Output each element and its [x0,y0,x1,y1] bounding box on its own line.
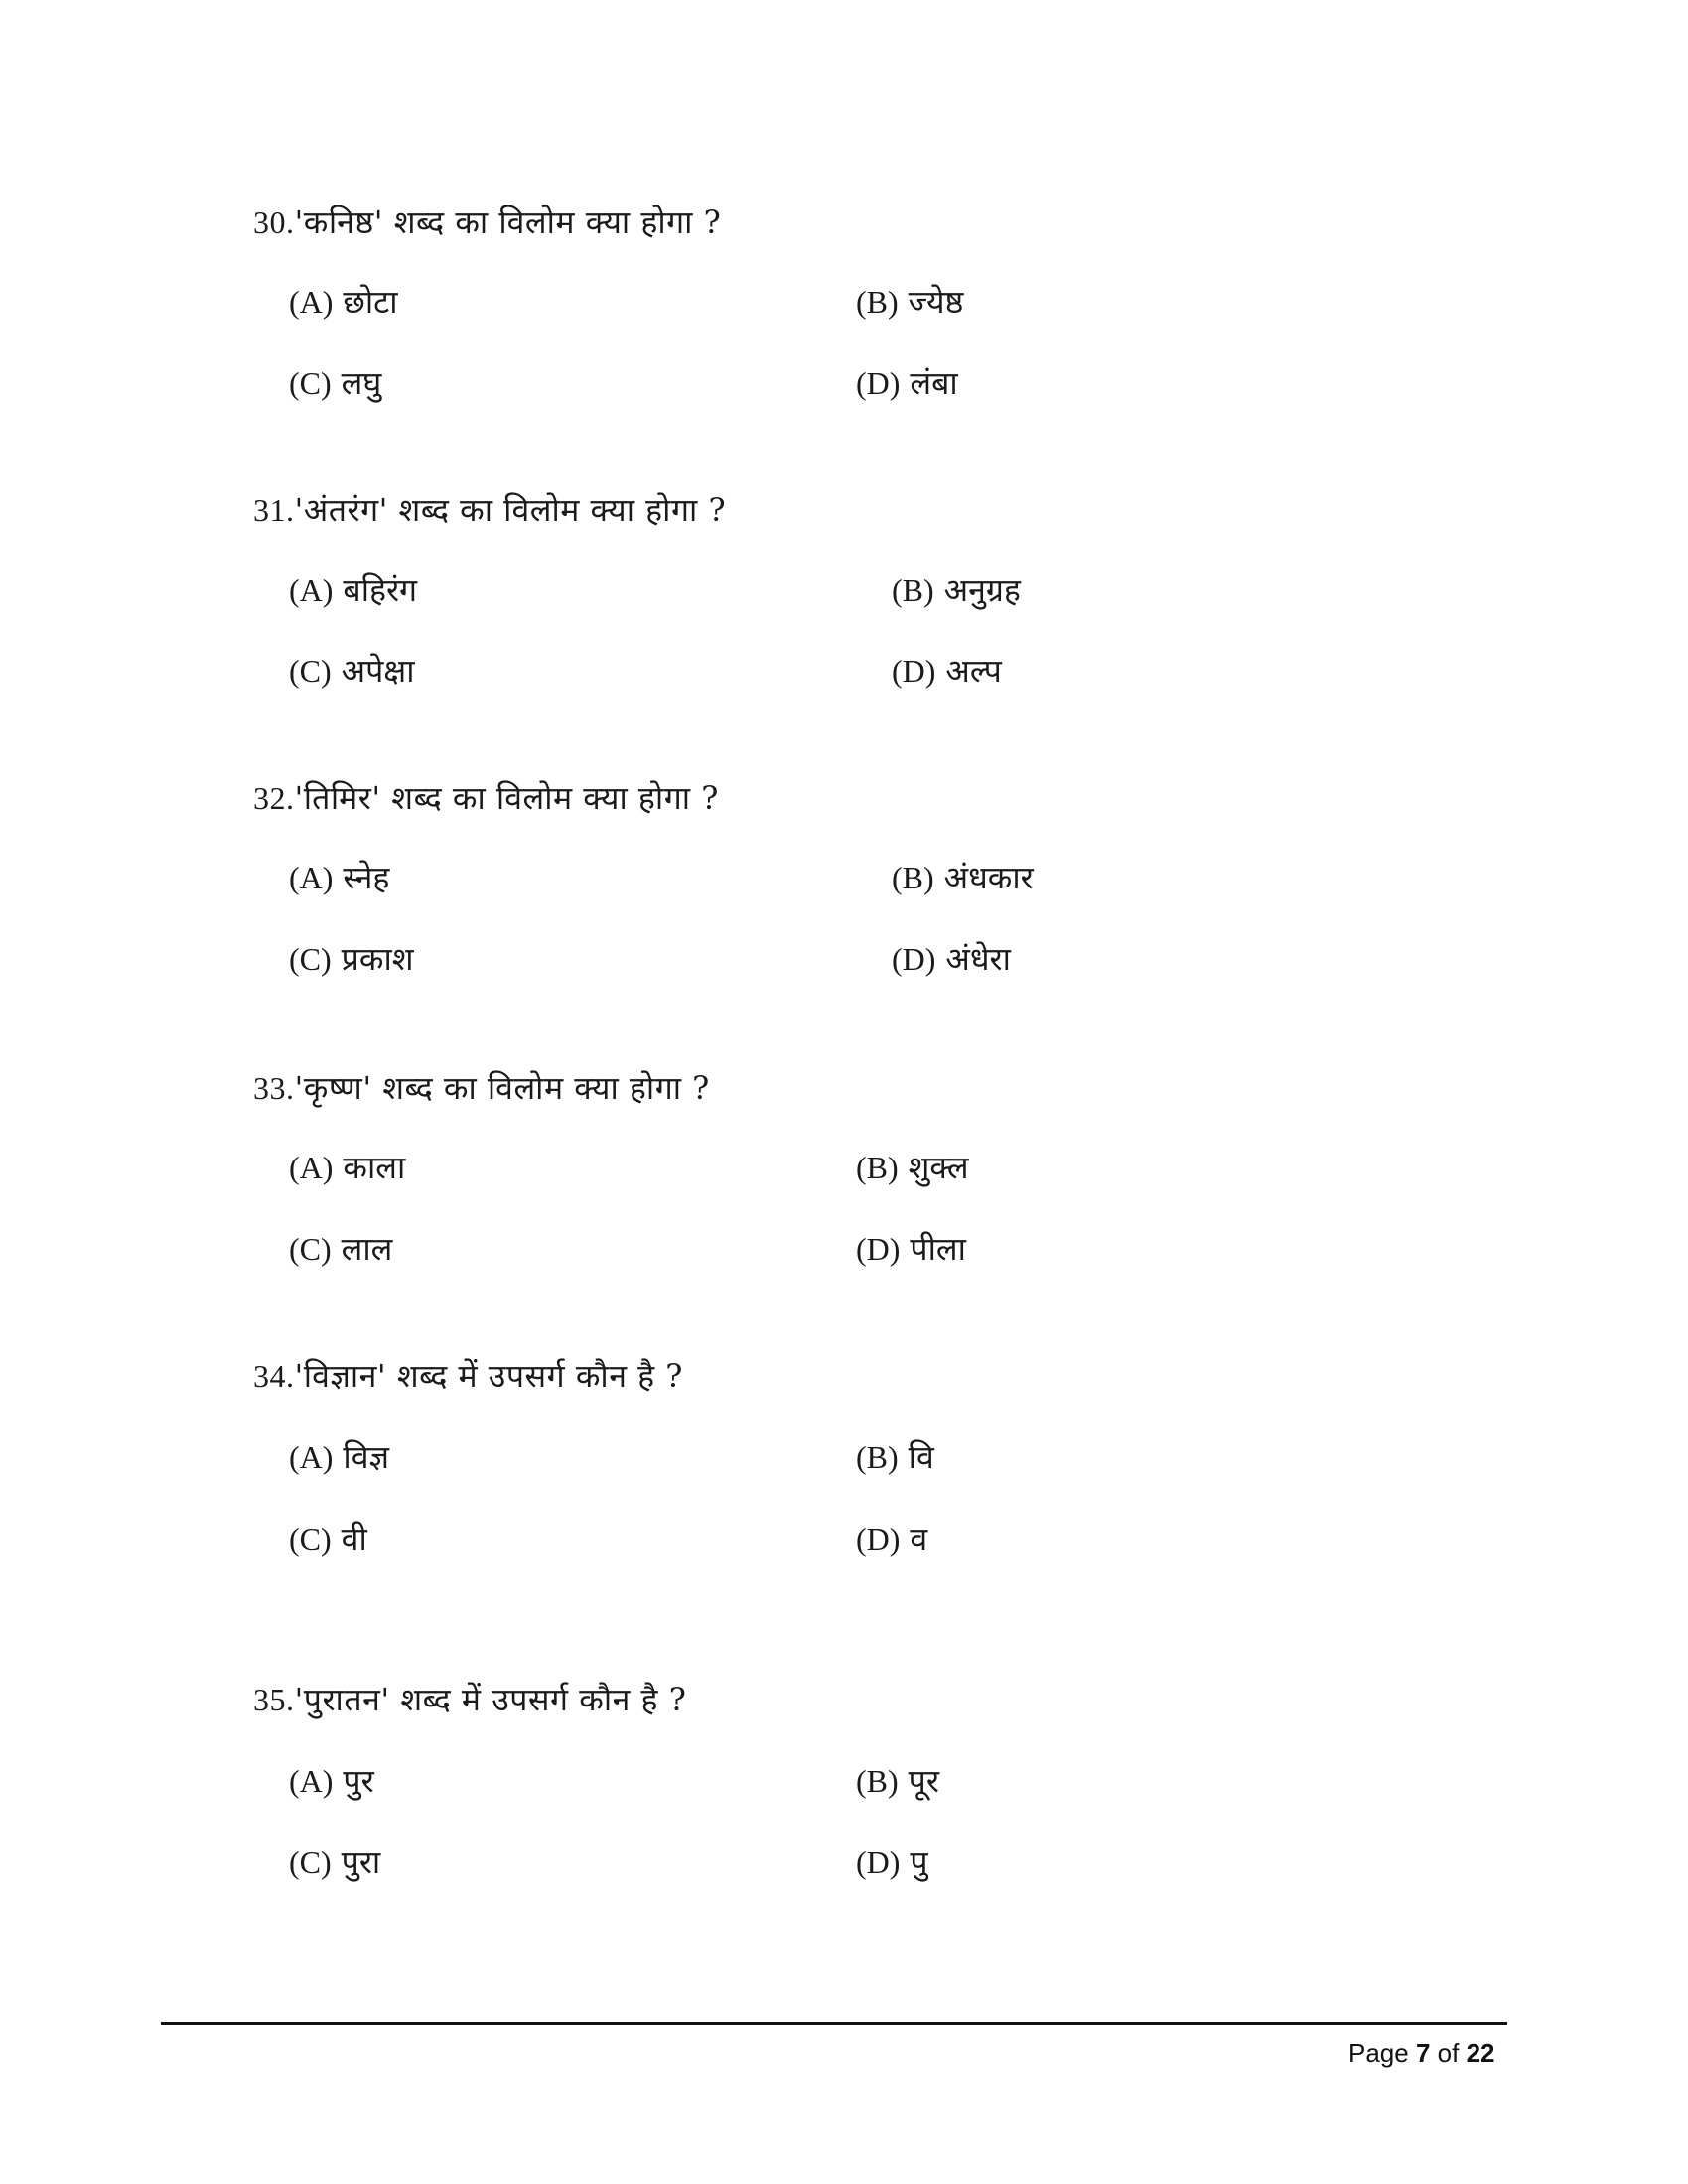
question-text [253,1356,1544,1396]
option-letter: (B) [856,284,899,320]
question-prompt: 'कृष्ण' शब्द का विलोम क्या होगा ? [294,1069,710,1107]
of-word: of [1437,2038,1460,2068]
option-text: काला [343,1149,406,1186]
option-letter: (C) [289,941,332,977]
option-text: लाल [341,1230,393,1268]
option-letter: (C) [289,365,332,401]
option-letter: (A) [289,1150,334,1185]
option-letter: (D) [856,1844,901,1880]
option-letter: (A) [289,1763,334,1799]
option-a [289,1148,405,1187]
question-34 [253,1356,1544,1558]
option-letter: (B) [892,572,934,608]
option-text: अनुग्रह [943,571,1021,609]
question-number: 35. [253,1682,295,1717]
option-text: छोटा [343,283,398,321]
option-text: पुर [343,1762,374,1800]
total-page-count: 22 [1466,2038,1495,2068]
option-letter: (A) [289,284,334,320]
option-text: ज्येष्ठ [908,283,964,321]
option-c [289,651,415,691]
option-b [892,858,1034,897]
option-letter: (B) [892,860,934,895]
option-text: लंबा [910,364,958,402]
option-letter: (D) [892,653,936,689]
question-text [253,490,1544,530]
option-text: पुरा [341,1843,381,1881]
option-text: स्नेह [343,859,390,896]
option-letter: (D) [856,1521,901,1557]
option-text: अपेक्षा [341,652,415,690]
question-30 [253,203,1544,402]
option-c [289,1519,367,1559]
option-c [289,1843,380,1882]
option-letter: (C) [289,1844,332,1880]
option-text: पूर [908,1762,939,1800]
question-number: 31. [253,492,295,528]
option-d [856,1229,966,1269]
option-c [289,1229,392,1269]
option-letter: (D) [856,1231,901,1267]
option-text: वी [341,1520,367,1558]
question-prompt: 'तिमिर' शब्द का विलोम क्या होगा ? [294,779,719,817]
option-letter: (A) [289,572,334,608]
current-page-number: 7 [1415,2038,1431,2068]
option-text: बहिरंग [343,571,418,609]
question-text [253,1680,1544,1719]
page-indicator [1348,2037,1495,2069]
option-letter: (B) [856,1439,899,1475]
question-text [253,203,1544,242]
option-a [289,1437,389,1477]
option-text: अंधेरा [945,940,1011,978]
option-text: वि [908,1438,934,1476]
question-number: 33. [253,1070,295,1106]
question-prompt: 'पुरातन' शब्द में उपसर्ग कौन है ? [294,1681,687,1718]
option-text: व [910,1520,928,1558]
option-d [892,939,1011,979]
option-a [289,1761,374,1801]
option-c [289,363,381,403]
option-letter: (C) [289,653,332,689]
option-text: अल्प [945,652,1002,690]
option-letter: (B) [856,1150,899,1185]
option-text: पीला [910,1230,966,1268]
option-letter: (A) [289,860,334,895]
question-prompt: 'अंतरंग' शब्द का विलोम क्या होगा ? [294,491,727,529]
option-letter: (C) [289,1521,332,1557]
option-letter: (B) [856,1763,899,1799]
option-letter: (A) [289,1439,334,1475]
option-b [856,1437,934,1477]
option-text: अंधकार [943,859,1034,896]
option-text: प्रकाश [341,940,414,978]
option-text: शुक्ल [908,1149,969,1186]
question-number: 30. [253,205,295,240]
footer-divider [161,2022,1507,2025]
question-prompt: 'कनिष्ठ' शब्द का विलोम क्या होगा ? [294,204,722,241]
question-number: 34. [253,1358,295,1394]
option-a [289,570,417,610]
question-number: 32. [253,780,295,816]
question-33 [253,1068,1544,1268]
question-32 [253,778,1544,978]
option-b [892,570,1021,610]
option-b [856,1761,939,1801]
question-35 [253,1680,1544,1881]
option-d [856,1519,927,1559]
option-d [856,1843,928,1882]
option-text: पु [910,1843,928,1881]
question-prompt: 'विज्ञान' शब्द में उपसर्ग कौन है ? [294,1357,683,1395]
option-letter: (D) [892,941,936,977]
option-d [892,651,1002,691]
option-b [856,1148,969,1187]
option-a [289,858,389,897]
option-b [856,282,963,322]
question-text [253,778,1544,818]
option-c [289,939,414,979]
option-text: लघु [341,364,382,402]
option-letter: (D) [856,365,901,401]
question-31 [253,490,1544,690]
question-text [253,1068,1544,1108]
option-text: विज्ञ [343,1438,390,1476]
option-a [289,282,398,322]
option-d [856,363,958,403]
option-letter: (C) [289,1231,332,1267]
page-word: Page [1348,2038,1409,2068]
